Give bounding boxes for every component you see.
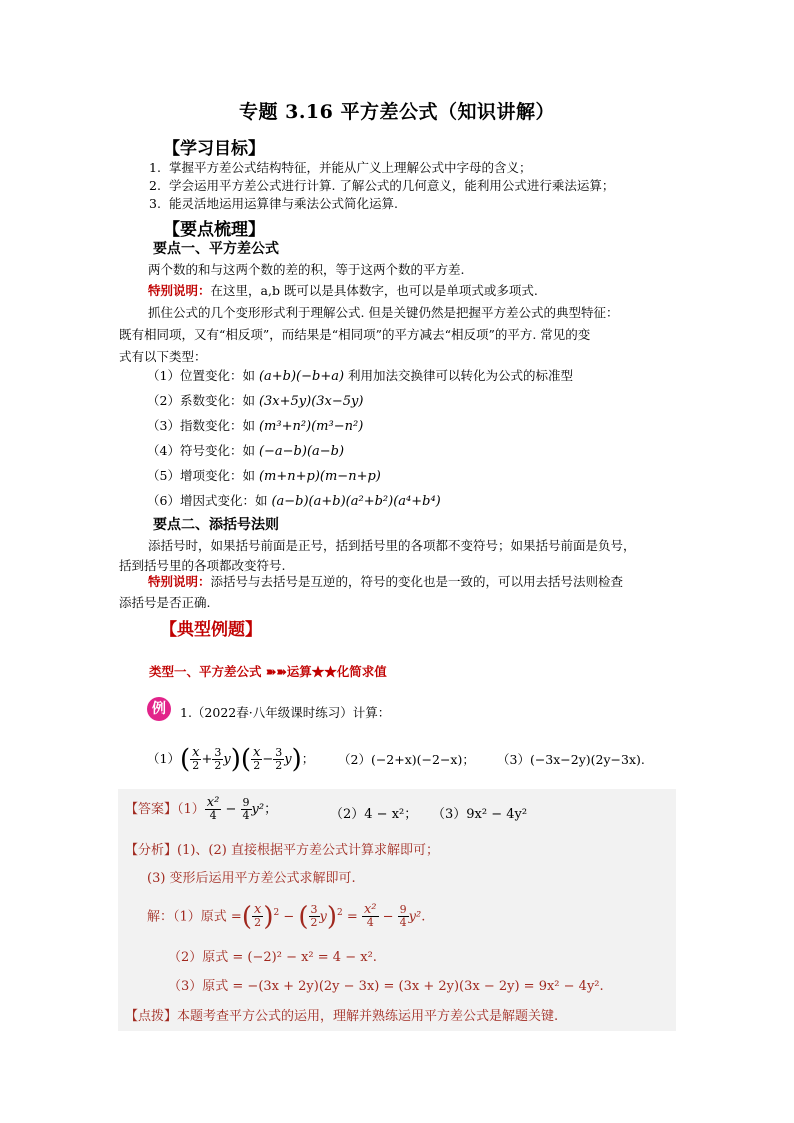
- points-heading: 【要点梳理】: [163, 220, 265, 240]
- goal-text: 掌握平方差公式结构特征，并能从广义上理解公式中字母的含义；: [168, 160, 532, 175]
- goal-item: [149, 177, 614, 195]
- goals-heading: 【学习目标】: [163, 139, 265, 159]
- kp1-para: 抓住公式的几个变形形式利于理解公式. 但是关键仍然是把握平方差公式的典型特征：: [148, 305, 619, 320]
- solution-line2: （2）原式 = (−2)² − x² = 4 − x².: [168, 950, 377, 965]
- variant-item: [147, 366, 573, 386]
- variant-label: （4）符号变化：如: [147, 443, 255, 458]
- answer-part2: （2）4 − x²；: [330, 807, 418, 822]
- solution-label: 解：: [147, 909, 174, 925]
- analysis-line2: (3) 变形后运用平方差公式求解即可.: [147, 871, 356, 886]
- variant-label: （3）指数变化：如: [147, 418, 255, 433]
- variant-expr: (3x+5y)(3x−5y): [258, 394, 364, 409]
- answer-part3: （3）9x² − 4y²: [432, 807, 528, 822]
- variant-label: （1）位置变化：如: [147, 368, 255, 383]
- variant-label: （5）增项变化：如: [147, 468, 255, 483]
- tip-label: 【点拨】: [125, 1009, 178, 1024]
- variant-expr: (−a−b)(a−b): [258, 444, 345, 459]
- kp1-definition: 两个数的和与这两个数的差的积，等于这两个数的平方差.: [148, 262, 465, 277]
- kp2-note: [148, 572, 623, 591]
- variant-expr: (a+b)(−b+a): [258, 369, 345, 384]
- variant-item: [147, 391, 363, 411]
- note-label: 特别说明：: [148, 283, 211, 298]
- kp2-para: 添括号时，如果括号前面是正号，括到括号里的各项都不变符号；如果括号前面是负号，: [148, 538, 636, 553]
- variant-expr: (m+n+p)(m−n+p): [258, 469, 381, 484]
- kp1-note: [148, 281, 538, 300]
- solution-s1-label: （1）原式 =: [173, 909, 242, 925]
- goal-item: [149, 159, 532, 177]
- kp1-para: 式有以下类型：: [119, 349, 207, 364]
- example-badge: 例: [147, 697, 171, 721]
- goal-item: [149, 195, 398, 213]
- goal-text: 能灵活地运用运算律与乘法公式简化运算.: [168, 196, 398, 211]
- solution-line1: 解：（1）原式 =( $\frac{x}{2}$ )$^2$ − ( $\frac{3}{2}$ y)$^2$ = $\frac{\text{x²}}{4}$ − $\frac{9}{4}$ y².: [147, 901, 426, 932]
- kp2-note-cont: 添括号是否正确.: [119, 595, 211, 610]
- analysis-line: [125, 839, 439, 858]
- note-text: 添括号与去括号是互逆的，符号的变化也是一致的，可以用去括号法则检查: [210, 574, 624, 589]
- analysis-label: 【分析】: [125, 843, 178, 858]
- goal-num: 3.: [149, 196, 161, 211]
- variant-expr: (a−b)(a+b)(a²+b²)(a⁴+b⁴): [271, 494, 441, 509]
- variant-tail: 利用加法交换律可以转化为公式的标准型: [348, 368, 574, 383]
- variant-item: [147, 441, 344, 461]
- q-part3: （3）(−3x−2y)(2y−3x).: [497, 752, 645, 767]
- page-title: 专题 3.16 平方差公式（知识讲解）: [238, 101, 555, 123]
- type1-heading: 类型一、平方差公式 ➽➽运算★★化简求值: [149, 664, 387, 679]
- q-part1-label: （1）: [147, 751, 180, 766]
- answer-label: 【答案】: [125, 802, 178, 817]
- question-parts: （1）( $\frac{x}{2}$ + $\frac{3}{2}$ y)( $\frac{x}{2}$ − $\frac{3}{2}$ y)；: [147, 744, 315, 775]
- goal-text: 学会运用平方差公式进行计算. 了解公式的几何意义，能利用公式进行乘法运算；: [168, 178, 615, 193]
- variant-label: （2）系数变化：如: [147, 393, 255, 408]
- tip-text: 本题考查平方公式的运用，理解并熟练运用平方差公式是解题关键.: [177, 1009, 559, 1024]
- tip-line: [125, 1005, 558, 1024]
- variant-item: [147, 466, 381, 486]
- variant-item: [147, 491, 441, 511]
- answer-line: 【答案】（1） $\frac{\text{x²}}{4}$ − $\frac{9}{4}$ y²；: [125, 795, 278, 822]
- kp1-para: 既有相同项，又有“相反项”，而结果是“相同项”的平方减去“相反项”的平方. 常见的变: [119, 327, 591, 342]
- kp2-title: 要点二、添括号法则: [153, 517, 279, 533]
- goal-num: 1.: [149, 160, 161, 175]
- variant-expr: (m³+n²)(m³−n²): [258, 419, 364, 434]
- analysis-text: (1)、(2) 直接根据平方差公式计算求解即可；: [177, 843, 439, 858]
- question-intro: 1.（2022春·八年级课时练习）计算：: [180, 705, 391, 720]
- examples-heading: 【典型例题】: [160, 620, 262, 640]
- q-part2: （2）(−2+x)(−2−x)；: [338, 752, 475, 767]
- variant-label: （6）增因式变化：如: [147, 493, 268, 508]
- kp1-title: 要点一、平方差公式: [153, 241, 279, 257]
- kp2-para: 括到括号里的各项都改变符号.: [119, 558, 286, 573]
- note-text: 在这里，a,b 既可以是具体数字，也可以是单项式或多项式.: [210, 283, 538, 298]
- variant-item: [147, 416, 363, 436]
- solution-line3: （3）原式 = −(3x + 2y)(2y − 3x) = (3x + 2y)(3x − 2y) = 9x² − 4y².: [168, 979, 604, 994]
- note-label: 特别说明：: [148, 574, 211, 589]
- goal-num: 2.: [149, 178, 161, 193]
